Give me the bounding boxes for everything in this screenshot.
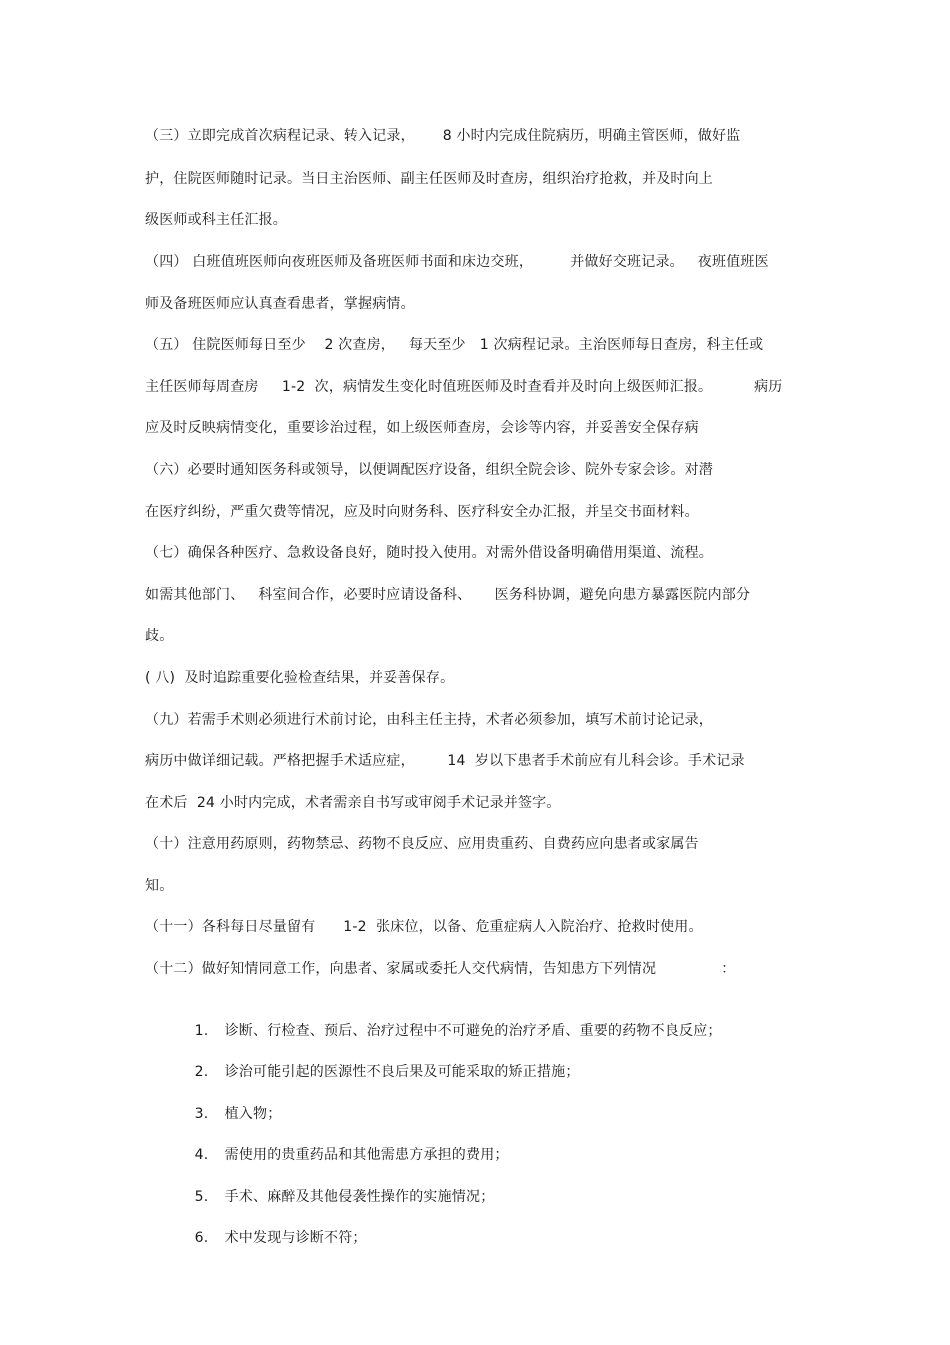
- list-item-number: 1.: [194, 1023, 209, 1039]
- list-item: [176, 1084, 282, 1122]
- list-item-text: 诊断、行检查、预后、治疗过程中不可避免的治疗矛盾、重要的药物不良反应；: [224, 1023, 722, 1039]
- text-line: （九）若需手术则必须进行术前讨论，由科主任主持，术者必须参加，填写术前讨论记录，: [145, 712, 713, 728]
- list-item: [176, 1167, 495, 1205]
- text-line: 歧。: [145, 628, 174, 644]
- text-line: （十二）做好知情同意工作，向患者、家属或委托人交代病情，告知患方下列情况 ：: [145, 961, 736, 977]
- text-line: ( 八) 及时追踪重要化验检查结果，并妥善保存。: [145, 670, 455, 686]
- list-item-number: 4.: [194, 1147, 209, 1163]
- text-line: 如需其他部门、 科室间合作，必要时应请设备科、 医务科协调，避免向患方暴露医院内部分: [145, 587, 751, 603]
- text-line: 在术后 24 小时内完成，术者需亲自书写或审阅手术记录并签字。: [145, 795, 561, 811]
- text-line: 病历中做详细记载。严格把握手术适应症， 14 岁以下患者手术前应有儿科会诊。手术记录: [145, 753, 745, 769]
- text-line: （四） 白班值班医师向夜班医师及备班医师书面和床边交班， 并做好交班记录。 夜班值班医: [145, 254, 769, 270]
- list-item-number: 6.: [194, 1230, 209, 1246]
- list-item-number: 5.: [194, 1189, 209, 1205]
- list-item-text: 术中发现与诊断不符；: [224, 1230, 367, 1246]
- text-line: （六）必要时通知医务科或领导，以便调配医疗设备，组织全院会诊、院外专家会诊。对潜: [145, 462, 713, 478]
- list-item: [176, 1042, 580, 1080]
- text-line: （七）确保各种医疗、急救设备良好，随时投入使用。对需外借设备明确借用渠道、流程。: [145, 545, 713, 561]
- list-item-text: 手术、麻醉及其他侵袭性操作的实施情况；: [224, 1189, 495, 1205]
- text-line: 护，住院医师随时记录。当日主治医师、副主任医师及时查房，组织治疗抢救，并及时向上: [145, 171, 713, 187]
- text-line: 级医师或科主任汇报。: [145, 212, 287, 228]
- list-item: [176, 1208, 367, 1246]
- list-item: [176, 1001, 722, 1039]
- list-item-text: 植入物；: [224, 1106, 282, 1122]
- text-line: （十一）各科每日尽量留有 1-2 张床位，以备、危重症病人入院治疗、抢救时使用。: [145, 919, 703, 935]
- text-line: （十）注意用药原则，药物禁忌、药物不良反应、应用贵重药、自费药应向患者或家属告: [145, 836, 699, 852]
- list-item-text: 诊治可能引起的医源性不良后果及可能采取的矫正措施；: [224, 1064, 580, 1080]
- text-line: 在医疗纠纷，严重欠费等情况，应及时向财务科、医疗科安全办汇报，并呈交书面材料。: [145, 504, 699, 520]
- text-line: （三）立即完成首次病程记录、转入记录， 8 小时内完成住院病历，明确主管医师，做好监: [145, 128, 741, 144]
- text-line: （五） 住院医师每日至少 2 次查房， 每天至少 1 次病程记录。主治医师每日查房，科主任或: [145, 337, 764, 353]
- list-item-text: 需使用的贵重药品和其他需患方承担的费用；: [224, 1147, 509, 1163]
- text-line: 应及时反映病情变化，重要诊治过程，如上级医师查房，会诊等内容，并妥善安全保存病: [145, 420, 699, 436]
- list-item-number: 2.: [194, 1064, 209, 1080]
- text-line: 知。: [145, 878, 174, 894]
- text-line: 师及备班医师应认真查看患者，掌握病情。: [145, 296, 415, 312]
- text-line: 主任医师每周查房 1-2 次，病情发生变化时值班医师及时查看并及时向上级医师汇报。 病历: [145, 379, 783, 395]
- list-item-number: 3.: [194, 1106, 209, 1122]
- list-item: [176, 1125, 509, 1163]
